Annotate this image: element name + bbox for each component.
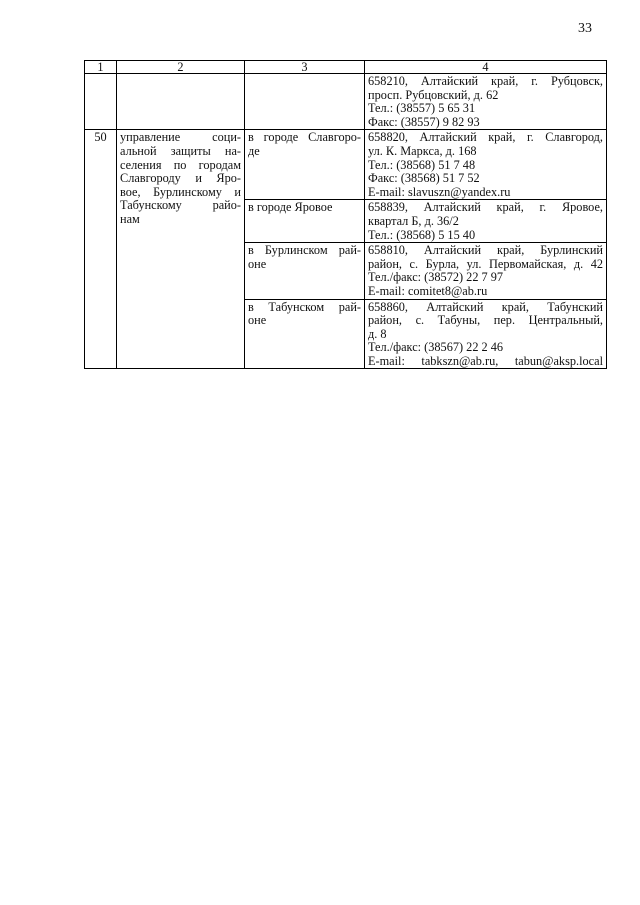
organization-line: вое, Бурлинскому и [120,184,241,199]
address-line: 658810, Алтайский край, Бурлинский [368,243,603,258]
address-line: 658839, Алтайский край, г. Яровое, [368,200,603,215]
division-line: в городе Славгоро- [248,130,361,145]
organization-cell [117,74,245,130]
address-line: д. 8 [368,326,387,341]
division-line: в городе Яровое [248,200,333,215]
division-cell [245,200,365,243]
organization-cell [117,130,245,369]
address-line: Тел./факс: (38572) 22 7 97 [368,270,504,285]
address-cell [365,130,607,200]
address-line: E-mail: comitet8@ab.ru [368,283,488,298]
address-line: Факс: (38557) 9 82 93 [368,114,480,129]
row-number-cell: 50 [85,130,117,369]
page-number: 33 [578,21,592,36]
address-line: 658820, Алтайский край, г. Славгород, [368,130,603,145]
division-line: оне [248,256,267,271]
address-line: квартал Б, д. 36/2 [368,213,459,228]
division-cell [245,243,365,299]
organizations-table [84,60,607,369]
address-cell [365,200,607,243]
address-line: ул. К. Маркса, д. 168 [368,143,477,158]
organization-line: селения по городам [120,157,241,172]
organization-line: Табунскому райо- [120,198,241,213]
division-cell [245,74,365,130]
address-line: Тел.: (38557) 5 65 31 [368,101,476,116]
organization-line: нам [120,211,140,226]
row-number-cell [85,74,117,130]
division-line: в Табунском рай- [248,299,361,314]
address-line: E-mail: slavuszn@yandex.ru [368,184,511,199]
address-line: район, с. Бурла, ул. Первомайская, д. 42 [368,256,603,271]
organization-line: управление соци- [120,130,241,145]
address-line: Факс: (38568) 51 7 52 [368,171,480,186]
division-line: де [248,143,260,158]
address-line: район, с. Табуны, пер. Центральный, [368,313,603,328]
address-line: Тел./факс: (38567) 22 2 46 [368,340,504,355]
column-header: 2 [117,61,245,74]
table-row [85,74,607,130]
address-line: 658210, Алтайский край, г. Рубцовск, [368,74,603,88]
address-cell [365,299,607,369]
address-line: E-mail: tabkszn@ab.ru, tabun@aksp.local [368,353,603,368]
address-cell [365,243,607,299]
division-cell [245,130,365,200]
address-cell [365,74,607,130]
organization-line: альной защиты на- [120,143,241,158]
division-line: оне [248,313,267,328]
column-header: 3 [245,61,365,74]
organization-line: Славгороду и Яро- [120,171,241,186]
table-row [85,130,607,200]
division-line: в Бурлинском рай- [248,243,361,258]
table-header-row [85,61,607,74]
column-header: 1 [85,61,117,74]
division-cell [245,299,365,369]
address-line: Тел.: (38568) 5 15 40 [368,227,476,242]
address-line: просп. Рубцовский, д. 62 [368,87,499,102]
address-line: 658860, Алтайский край, Табунский [368,299,603,314]
column-header: 4 [365,61,607,74]
address-line: Тел.: (38568) 51 7 48 [368,157,476,172]
